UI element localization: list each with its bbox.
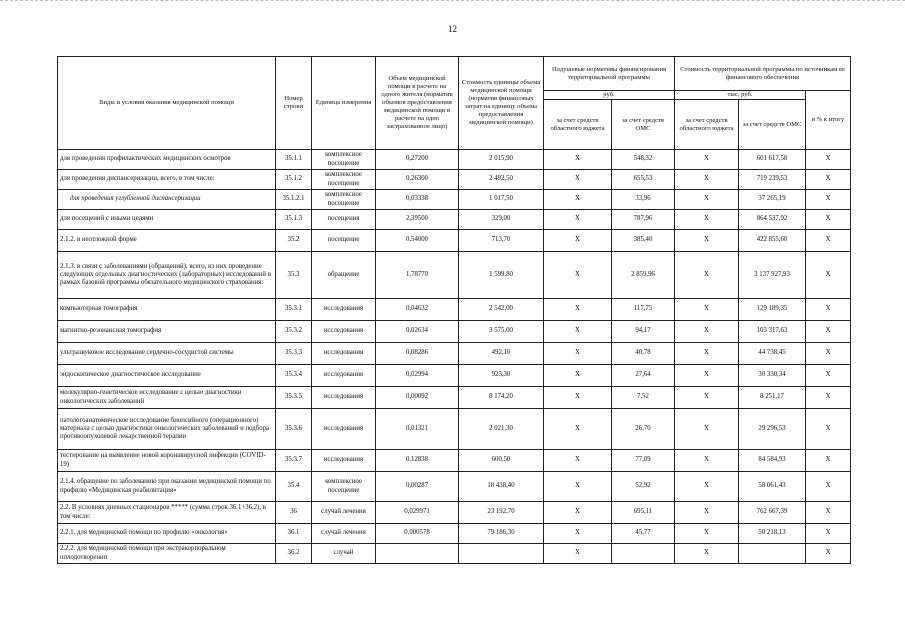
header-total-percent: в % к итогу [806,91,851,150]
row-cost: 713,70 [459,230,544,252]
row-per-capita-budget: X [544,230,612,252]
row-number: 36.2 [276,544,312,564]
row-cost [459,544,544,564]
row-name: 2.1.2. в неотложной форме [58,230,276,252]
row-percent: X [806,170,851,190]
row-name: 2.2. В условиях дневных стационаров ***** (сумма строк 36.1+36.2), в том числе: [58,502,276,524]
table-row [58,472,851,502]
row-percent: X [806,450,851,472]
row-per-capita-oms: 40,78 [612,343,675,365]
header-total-oms: за счет средств ОМС [739,100,806,150]
row-total-oms: 762 667,39 [739,502,806,524]
row-percent: X [806,472,851,502]
row-total-oms: 30 330,34 [739,365,806,387]
row-per-capita-budget: X [544,365,612,387]
table-row [58,170,851,190]
header-per-capita-unit: руб. [544,91,675,100]
row-unit: случай лечения [312,524,376,544]
row-number: 35.3.3 [276,343,312,365]
row-per-capita-budget: X [544,321,612,343]
row-name: для проведения профилактических медицинских осмотров [58,150,276,170]
row-per-capita-budget: X [544,210,612,230]
row-percent: X [806,343,851,365]
row-number: 35.1.1 [276,150,312,170]
row-cost: 23 192,70 [459,502,544,524]
row-per-capita-budget: X [544,544,612,564]
row-total-budget: X [675,409,739,450]
row-number: 35.3.1 [276,299,312,321]
row-unit: обращение [312,252,376,299]
row-percent: X [806,321,851,343]
row-cost: 18 438,40 [459,472,544,502]
row-name: 2.1.3. в связи с заболеваниями (обращений), всего, из них проведение следующих отдельных диагностических (лабораторных) исследований в рамках базовой программы обязательного медицинского страхования: [58,252,276,299]
row-unit: комплексное посещение [312,190,376,210]
table-row [58,502,851,524]
row-percent: X [806,230,851,252]
row-unit: исследования [312,450,376,472]
table-row [58,524,851,544]
row-cost: 1 599,80 [459,252,544,299]
row-total-budget: X [675,299,739,321]
row-total-budget: X [675,230,739,252]
row-total-budget: X [675,502,739,524]
row-per-capita-oms: 27,64 [612,365,675,387]
row-volume [376,544,459,564]
row-name: магнитно-резонансная томография [58,321,276,343]
row-per-capita-oms: 385,40 [612,230,675,252]
row-unit: исследования [312,365,376,387]
row-total-oms: 44 738,45 [739,343,806,365]
row-total-oms: 719 239,53 [739,170,806,190]
row-percent: X [806,524,851,544]
row-percent: X [806,210,851,230]
row-number: 35.3.5 [276,387,312,409]
row-unit: посещение [312,230,376,252]
row-total-budget: X [675,450,739,472]
row-per-capita-oms: 7,52 [612,387,675,409]
table-row [58,252,851,299]
table-row [58,230,851,252]
row-total-oms: 601 617,58 [739,150,806,170]
row-cost: 2 015,90 [459,150,544,170]
row-unit: случай лечения [312,502,376,524]
row-unit: случай [312,544,376,564]
row-number: 35.3 [276,252,312,299]
row-cost: 600,50 [459,450,544,472]
table-row [58,321,851,343]
row-volume: 0,02634 [376,321,459,343]
row-per-capita-budget: X [544,299,612,321]
row-cost: 492,10 [459,343,544,365]
row-volume: 0,00092 [376,387,459,409]
header-total-budget: за счет средств областного юджета [675,100,739,150]
row-total-budget: X [675,170,739,190]
row-unit: комплексное посещение [312,150,376,170]
row-name: для проведения диспансеризации, всего, в том числе: [58,170,276,190]
row-total-oms [739,544,806,564]
row-total-oms: 37 265,19 [739,190,806,210]
table-row [58,365,851,387]
row-total-budget: X [675,252,739,299]
row-unit: посещения [312,210,376,230]
row-name: 2.1.4. обращение по заболеванию при оказании медицинской помощи по профилю «Медицинская реабилитация» [58,472,276,502]
row-number: 35.3.6 [276,409,312,450]
header-total-group: Стоимость территориальной программы по источникам ее финансового обеспечения [675,57,851,91]
row-per-capita-budget: X [544,472,612,502]
row-number: 35.3.2 [276,321,312,343]
row-number: 35.3.7 [276,450,312,472]
row-total-budget: X [675,544,739,564]
row-per-capita-oms: 26,70 [612,409,675,450]
row-per-capita-budget: X [544,502,612,524]
row-volume: 0,000578 [376,524,459,544]
row-per-capita-budget: X [544,409,612,450]
page-number: 12 [448,24,457,34]
row-total-oms: 129 189,35 [739,299,806,321]
row-unit: комплексное посещение [312,472,376,502]
row-name: тестирование на выявление новой коронавирусной инфекции (COVID-19) [58,450,276,472]
row-per-capita-oms: 787,96 [612,210,675,230]
row-number: 35.1.3 [276,210,312,230]
row-total-oms: 103 317,63 [739,321,806,343]
row-volume: 0,029971 [376,502,459,524]
row-number: 35.1.2.1 [276,190,312,210]
row-total-budget: X [675,387,739,409]
row-volume: 0,00287 [376,472,459,502]
row-volume: 0,08286 [376,343,459,365]
row-percent: X [806,502,851,524]
row-name: 2.2.1. для медицинской помощи по профилю «онкология» [58,524,276,544]
row-volume: 1,78770 [376,252,459,299]
row-cost: 2 492,50 [459,170,544,190]
row-total-budget: X [675,210,739,230]
header-per-capita-oms: за счет средств ОМС [612,100,675,150]
row-total-oms: 84 584,93 [739,450,806,472]
row-volume: 0,04632 [376,299,459,321]
row-per-capita-budget: X [544,252,612,299]
row-per-capita-budget: X [544,387,612,409]
row-cost: 79 186,30 [459,524,544,544]
table-row [58,190,851,210]
row-number: 35.2 [276,230,312,252]
table-row [58,450,851,472]
row-name: для проведения углубленной диспансеризации [58,190,276,210]
row-total-budget: X [675,524,739,544]
row-volume: 2,39500 [376,210,459,230]
table-row [58,409,851,450]
row-per-capita-budget: X [544,524,612,544]
row-percent: X [806,365,851,387]
header-per-capita-budget: за счет средств областного юджета [544,100,612,150]
row-total-oms: 50 218,13 [739,524,806,544]
row-cost: 2 542,00 [459,299,544,321]
row-volume: 0,03338 [376,190,459,210]
row-percent: X [806,409,851,450]
row-total-oms: 864 537,92 [739,210,806,230]
row-per-capita-budget: X [544,190,612,210]
row-total-oms: 422 855,60 [739,230,806,252]
row-total-budget: X [675,472,739,502]
row-name: для посещений с иными целями [58,210,276,230]
row-cost: 923,30 [459,365,544,387]
row-per-capita-oms: 94,17 [612,321,675,343]
row-per-capita-oms: 117,75 [612,299,675,321]
row-per-capita-oms: 548,32 [612,150,675,170]
row-per-capita-oms: 655,53 [612,170,675,190]
header-per-capita-group: Подушевые нормативы финансирования территориальной программы [544,57,675,91]
header-total-unit: тыс. руб. [675,91,806,100]
row-number: 35.1.2 [276,170,312,190]
table-row [58,387,851,409]
row-unit: исследования [312,343,376,365]
table-row [58,343,851,365]
row-per-capita-budget: X [544,170,612,190]
row-cost: 3 575,00 [459,321,544,343]
table-row [58,210,851,230]
header-unit-cost: Стоимость единицы объема медицинской помощи (норматив финансовых затрат на единицу объема предоставления медицинской помощи) [459,57,544,150]
row-per-capita-oms: 45,77 [612,524,675,544]
table-row [58,544,851,564]
row-total-budget: X [675,150,739,170]
row-number: 36 [276,502,312,524]
header-unit: Единица измерения [312,57,376,150]
row-name: компьютерная томография [58,299,276,321]
row-unit: комплексное посещение [312,170,376,190]
row-cost: 8 174,20 [459,387,544,409]
row-volume: 0,26300 [376,170,459,190]
row-per-capita-oms: 33,96 [612,190,675,210]
row-number: 35.3.4 [276,365,312,387]
row-unit: исследования [312,409,376,450]
row-per-capita-oms: 2 859,96 [612,252,675,299]
row-name: молекулярно-генетическое исследование с целью диагностики онкологических заболеваний [58,387,276,409]
row-per-capita-budget: X [544,343,612,365]
row-cost: 1 017,50 [459,190,544,210]
row-unit: исследования [312,299,376,321]
row-total-budget: X [675,321,739,343]
header-volume: Объем медицинской помощи в расчете на одного жителя (норматив объемов предоставления медицинской помощи в расчете на одно застрахованное лицо) [376,57,459,150]
row-name: эндоскопическое диагностическое исследование [58,365,276,387]
row-cost: 329,00 [459,210,544,230]
row-per-capita-oms: 52,92 [612,472,675,502]
row-total-budget: X [675,365,739,387]
row-percent: X [806,387,851,409]
row-cost: 2 021,30 [459,409,544,450]
row-unit: исследования [312,387,376,409]
row-percent: X [806,190,851,210]
row-volume: 0,27200 [376,150,459,170]
header-row-number: Номер строки [276,57,312,150]
financing-table [57,56,851,564]
row-name: 2.2.2. для медицинской помощи при экстракорпоральном оплодотворении [58,544,276,564]
row-total-oms: 58 061,43 [739,472,806,502]
row-percent: X [806,544,851,564]
row-per-capita-budget: X [544,150,612,170]
row-per-capita-oms: 695,11 [612,502,675,524]
row-volume: 0,12838 [376,450,459,472]
row-name: ультразвуковое исследование сердечно-сосудистой системы [58,343,276,365]
table-row [58,150,851,170]
row-number: 36.1 [276,524,312,544]
row-volume: 0,02994 [376,365,459,387]
row-volume: 0,54000 [376,230,459,252]
row-percent: X [806,299,851,321]
row-number: 35.4 [276,472,312,502]
header-name: Виды и условия оказания медицинской помощи [58,57,276,150]
row-per-capita-budget: X [544,450,612,472]
row-total-oms: 3 137 927,93 [739,252,806,299]
row-per-capita-oms [612,544,675,564]
row-total-oms: 8 251,17 [739,387,806,409]
row-unit: исследования [312,321,376,343]
row-total-oms: 29 296,53 [739,409,806,450]
row-total-budget: X [675,190,739,210]
table-row [58,299,851,321]
row-volume: 0,01321 [376,409,459,450]
row-percent: X [806,150,851,170]
row-total-budget: X [675,343,739,365]
row-per-capita-oms: 77,09 [612,450,675,472]
row-name: патологоанатомическое исследование биопсийного (операционного) материала с целью диагностики онкологических заболеваний и подбора противоопухолевой лекарственной терапии [58,409,276,450]
scan-top-edge [0,0,905,1]
row-percent: X [806,252,851,299]
